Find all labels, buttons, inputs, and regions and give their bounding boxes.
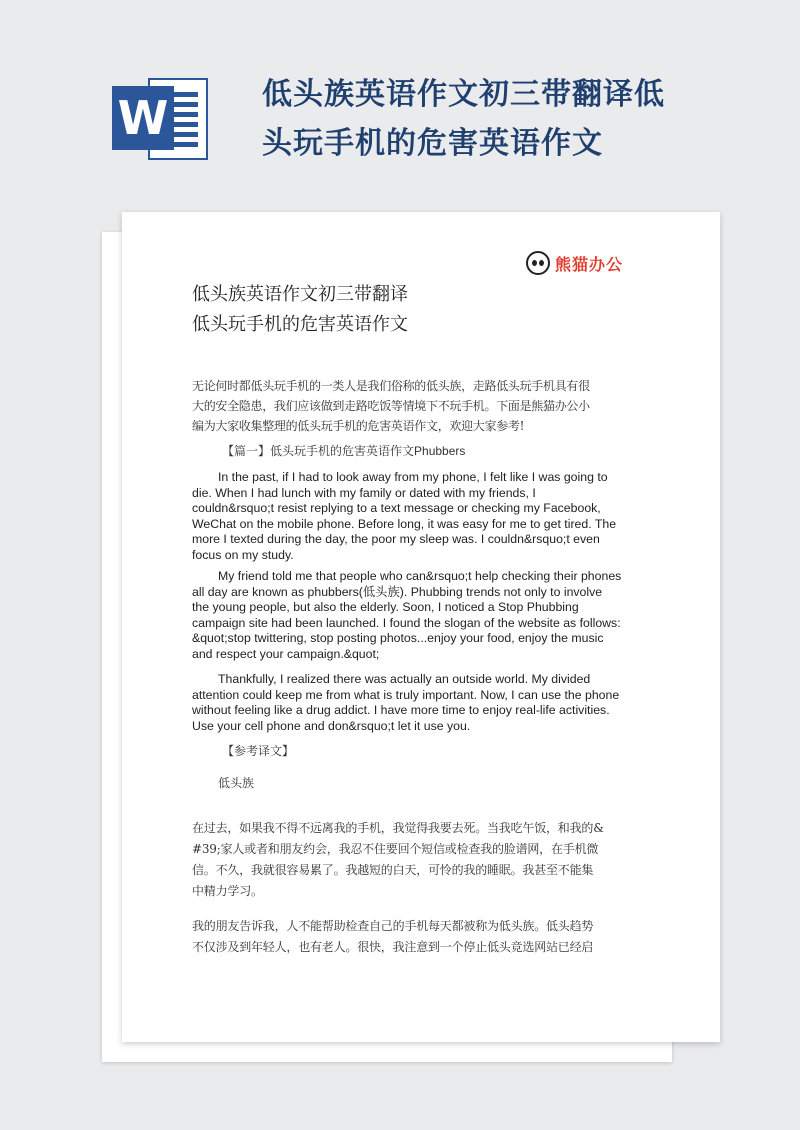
text-line: campaign site had been launched. I found the slogan of the website as follows: xyxy=(192,615,621,630)
reference-heading: 【参考译文】 xyxy=(222,744,295,758)
text-line: die. When I had lunch with my family or dated with my friends, I xyxy=(192,485,536,500)
document-title xyxy=(192,280,492,340)
page-title-line: 低头族英语作文初三带翻译低 xyxy=(262,77,665,112)
section-heading-en: Phubbers xyxy=(414,444,466,458)
text-line: &quot;stop twittering, stop posting photos...enjoy your food, enjoy the music xyxy=(192,631,604,646)
brand-logo xyxy=(526,248,623,278)
text-line: couldn&rsquo;t resist replying to a text message or checking my Facebook, xyxy=(192,501,601,516)
text-line: 编为大家收集整理的低头玩手机的危害英语作文，欢迎大家参考! xyxy=(192,419,525,433)
word-logo-tile: W xyxy=(112,86,174,150)
text-line: Thankfully, I realized there was actually an outside world. My divided xyxy=(218,672,591,686)
document-title-line: 低头族英语作文初三带翻译 xyxy=(192,284,408,305)
text-line: 信。不久，我就很容易累了。我越短的白天，可怜的我的睡眠。我甚至不能集 xyxy=(192,863,594,877)
document-sheet xyxy=(122,212,720,1042)
text-line: 在过去，如果我不得不远离我的手机，我觉得我要去死。当我吃午饭，和我的& xyxy=(192,821,604,835)
text-line: My friend told me that people who can&rsquo;t help checking their phones xyxy=(218,569,622,583)
english-paragraph-1 xyxy=(192,470,642,564)
text-line: the young people, but also the elderly. Soon, I noticed a Stop Phubbing xyxy=(192,600,579,615)
text-line: attention could keep me from what is truly important. Now, I can use the phone xyxy=(192,687,620,702)
text-line: all day are known as phubbers(低头族). Phubbing trends not only to involve xyxy=(192,584,603,599)
intro-paragraph xyxy=(192,376,632,436)
text-line: #39;家人或者和朋友约会，我忍不住要回个短信或检查我的脸谱网，在手机微 xyxy=(192,842,599,856)
page-title xyxy=(262,70,702,168)
brand-name: 熊猫办公 xyxy=(555,254,624,274)
word-document-icon xyxy=(112,72,212,164)
page-title-line: 头玩手机的危害英语作文 xyxy=(262,126,603,161)
text-line: without feeling like a drug addict. I have more time to enjoy real-life activities. xyxy=(192,703,610,718)
text-line: 不仅涉及到年轻人，也有老人。很快，我注意到一个停止低头竞选网站已经启 xyxy=(192,940,594,954)
reference-word: 低头族 xyxy=(218,776,255,790)
text-line: more I texted during the day, the poor my sleep was. I couldn&rsquo;t even xyxy=(192,532,600,547)
text-line: Use your cell phone and don&rsquo;t let it use you. xyxy=(192,718,471,733)
text-line: 无论何时都低头玩手机的一类人是我们俗称的低头族，走路低头玩手机具有很 xyxy=(192,379,590,393)
section-heading xyxy=(222,442,465,459)
panda-icon xyxy=(526,251,550,275)
document-title-line: 低头玩手机的危害英语作文 xyxy=(192,314,408,335)
english-paragraph-3 xyxy=(192,672,642,734)
text-line: 中精力学习。 xyxy=(192,884,263,898)
english-paragraph-2 xyxy=(192,569,642,663)
section-heading-cn: 【篇一】低头玩手机的危害英语作文 xyxy=(222,444,415,458)
text-line: 大的安全隐患，我们应该做到走路吃饭等情境下不玩手机。下面是熊猫办公小 xyxy=(192,399,590,413)
text-line: In the past, if I had to look away from my phone, I felt like I was going to xyxy=(218,470,608,484)
text-line: focus on my study. xyxy=(192,547,294,562)
text-line: and respect your campaign.&quot; xyxy=(192,646,380,661)
chinese-paragraph-2 xyxy=(192,916,642,958)
chinese-paragraph-1 xyxy=(192,818,642,902)
text-line: 我的朋友告诉我，人不能帮助检查自己的手机每天都被称为低头族。低头趋势 xyxy=(192,919,594,933)
text-line: WeChat on the mobile phone. Before long, it was easy for me to get tired. The xyxy=(192,516,617,531)
